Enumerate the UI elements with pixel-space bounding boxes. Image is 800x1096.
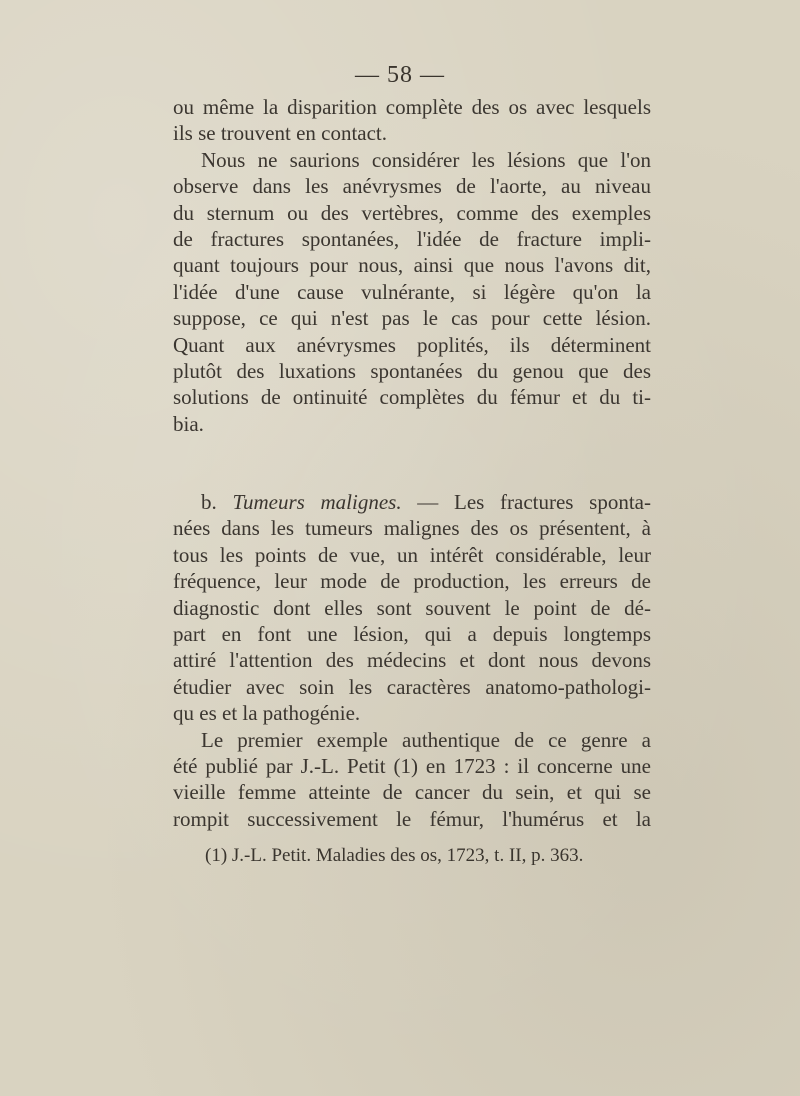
text-line: Quant aux anévrysmes poplités, ils déterminent [173, 332, 651, 357]
section-heading-line [173, 489, 651, 515]
text-line: l'idée d'une cause vulnérante, si légère qu'on la [173, 279, 651, 304]
text-line: nées dans les tumeurs malignes des os présentent, à [173, 516, 651, 541]
section-label: b. [201, 490, 217, 515]
text-line: étudier avec soin les caractères anatomo-pathologi- [173, 674, 651, 699]
text-line: du sternum ou des vertèbres, comme des exemples [173, 200, 651, 225]
text-line: tous les points de vue, un intérêt considérable, leur [173, 542, 651, 567]
text-line: fréquence, leur mode de production, les erreurs de [173, 569, 651, 594]
text-line: diagnostic dont elles sont souvent le point de dé- [173, 595, 651, 620]
text-line: bia. [173, 411, 204, 436]
text-line: ils se trouvent en contact. [173, 121, 388, 146]
text-line: vieille femme atteinte de cancer du sein, et qui se [173, 780, 651, 805]
text-line: attiré l'attention des médecins et dont nous devons [173, 648, 651, 673]
text-line: part en font une lésion, qui a depuis longtemps [173, 622, 651, 647]
section-gap [173, 437, 651, 489]
text-line: Nous ne saurions considérer les lésions que l'on [201, 147, 651, 172]
page-number: — 58 — [355, 62, 445, 88]
text-line: suppose, ce qui n'est pas le cas pour cette lésion. [173, 306, 651, 331]
text-line: plutôt des luxations spontanées du genou que des [173, 358, 651, 383]
footnote: (1) J.-L. Petit. Maladies des os, 1723, t. II, p. 363. [205, 845, 584, 866]
text-line: été publié par J.-L. Petit (1) en 1723 : il concerne une [173, 753, 651, 778]
section-heading: Tumeurs malignes. [232, 490, 402, 515]
text-line: quant toujours pour nous, ainsi que nous l'avons dit, [173, 253, 651, 278]
text-line: solutions de ontinuité complètes du fémur et du ti- [173, 385, 651, 410]
body-text [173, 94, 651, 832]
text-line: de fractures spontanées, l'idée de fracture impli- [173, 226, 651, 251]
text-line: ou même la disparition complète des os avec lesquels [173, 95, 651, 119]
text-line: rompit successivement le fémur, l'humérus et la [173, 806, 651, 831]
text-line: observe dans les anévrysmes de l'aorte, au niveau [173, 174, 651, 199]
text-line: Le premier exemple authentique de ce genre a [201, 727, 651, 752]
text-line-fragment: — Les fractures sponta- [417, 490, 651, 515]
text-line: qu es et la pathogénie. [173, 701, 361, 726]
